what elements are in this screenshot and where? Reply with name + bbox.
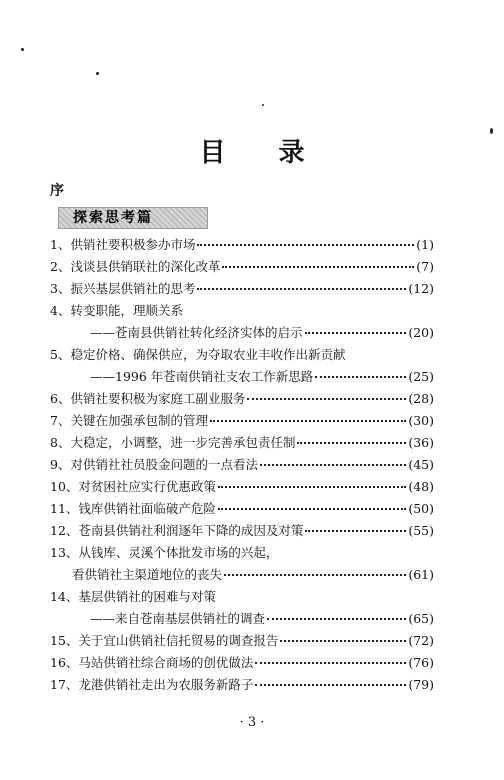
toc-entry-title: 7、关键在加强承包制的管理	[50, 413, 208, 428]
dot-leader	[280, 640, 406, 642]
toc-entry[interactable]	[50, 587, 434, 609]
toc-entry-title: 16、马站供销社综合商场的创优做法	[50, 655, 254, 670]
toc-page-number: (12)	[408, 281, 434, 296]
toc-page-number: (76)	[408, 655, 434, 670]
toc-entry-title: 看供销社主渠道地位的丧失	[72, 567, 223, 582]
toc-entry-title: 8、大稳定，小调整，进一步完善承包责任制	[50, 435, 296, 450]
dot-leader	[305, 332, 407, 334]
toc-entry[interactable]	[50, 301, 434, 323]
toc-entry[interactable]	[50, 455, 434, 477]
dot-leader	[197, 288, 406, 290]
dot-leader	[255, 662, 406, 664]
toc-entry-continuation[interactable]	[50, 565, 434, 587]
dot-leader	[210, 420, 406, 422]
toc-entry-title: 13、从钱库、灵溪个体批发市场的兴起，	[50, 545, 279, 560]
toc-entry[interactable]	[50, 411, 434, 433]
dot-leader	[260, 464, 406, 466]
toc-entry[interactable]	[50, 345, 434, 367]
table-of-contents	[50, 235, 434, 697]
toc-entry-subtitle[interactable]	[50, 323, 434, 345]
toc-page-number: (50)	[408, 501, 434, 516]
section-heading: 探索思考篇	[58, 207, 208, 229]
toc-entry-title: 6、供销社要积极为家庭工副业服务	[50, 391, 246, 406]
toc-entry-title: 14、基层供销社的困难与对策	[50, 589, 216, 604]
toc-entry[interactable]	[50, 389, 434, 411]
dot-leader	[222, 266, 414, 268]
toc-entry-title: 5、稳定价格、确保供应，为夺取农业丰收作出新贡献	[50, 347, 346, 362]
toc-entry-title: ——苍南县供销社转化经济实体的启示	[90, 325, 303, 340]
scan-speck	[21, 48, 24, 51]
toc-entry-title: 15、关于宜山供销社信托贸易的调查报告	[50, 633, 279, 648]
toc-entry[interactable]	[50, 257, 434, 279]
toc-entry[interactable]	[50, 521, 434, 543]
page-number: · 3 ·	[239, 715, 265, 730]
toc-page-number: (28)	[408, 391, 434, 406]
toc-entry[interactable]	[50, 675, 434, 697]
dot-leader	[267, 618, 406, 620]
toc-page-number: (55)	[408, 523, 434, 538]
toc-entry-title: 4、转变职能，理顺关系	[50, 303, 183, 318]
toc-entry-title: 10、对贫困社应实行优惠政策	[50, 479, 216, 494]
dot-leader	[218, 486, 406, 488]
toc-entry[interactable]	[50, 543, 434, 565]
toc-page-number: (79)	[408, 677, 434, 692]
toc-entry-title: 3、振兴基层供销社的思考	[50, 281, 196, 296]
toc-page-number: (25)	[408, 369, 434, 384]
toc-entry[interactable]	[50, 433, 434, 455]
toc-entry[interactable]	[50, 477, 434, 499]
toc-entry-title: ——来自苍南基层供销社的调查	[90, 611, 266, 626]
dot-leader	[255, 684, 406, 686]
page-title: 目 录	[199, 138, 327, 168]
toc-entry[interactable]	[50, 631, 434, 653]
dot-leader	[315, 376, 406, 378]
toc-entry-title: 1、供销社要积极参办市场	[50, 237, 196, 252]
toc-entry-title: 17、龙港供销社走出为农服务新路子	[50, 677, 254, 692]
dot-leader	[305, 530, 406, 532]
toc-page-number: (48)	[408, 479, 434, 494]
toc-entry-subtitle[interactable]	[50, 367, 434, 389]
toc-entry-title: 12、苍南县供销社利润逐年下降的成因及对策	[50, 523, 304, 538]
toc-page-number: (65)	[408, 611, 434, 626]
scan-speck	[96, 72, 99, 75]
toc-entry-subtitle[interactable]	[50, 609, 434, 631]
toc-entry[interactable]	[50, 235, 434, 257]
scan-speck	[262, 104, 264, 106]
toc-page-number: (30)	[408, 413, 434, 428]
toc-entry-title: 9、对供销社社员股金问题的一点看法	[50, 457, 258, 472]
toc-page-number: (20)	[408, 325, 434, 340]
toc-entry-title: 11、钱库供销社面临破产危险	[50, 501, 216, 516]
toc-page-number: (72)	[408, 633, 434, 648]
dot-leader	[197, 244, 414, 246]
toc-entry-title: ——1996 年苍南供销社支农工作新思路	[90, 369, 314, 384]
toc-entry[interactable]	[50, 653, 434, 675]
toc-page-number: (7)	[416, 259, 434, 274]
preface-heading: 序	[50, 183, 64, 199]
dot-leader	[297, 442, 406, 444]
toc-page-number: (1)	[416, 237, 434, 252]
toc-entry-title: 2、浅谈县供销联社的深化改革	[50, 259, 221, 274]
dot-leader	[218, 508, 406, 510]
dot-leader	[247, 398, 406, 400]
toc-page-number: (61)	[408, 567, 434, 582]
toc-page-number: (45)	[408, 457, 434, 472]
toc-page-number: (36)	[408, 435, 434, 450]
dot-leader	[224, 574, 406, 576]
toc-entry[interactable]	[50, 499, 434, 521]
toc-entry[interactable]	[50, 279, 434, 301]
